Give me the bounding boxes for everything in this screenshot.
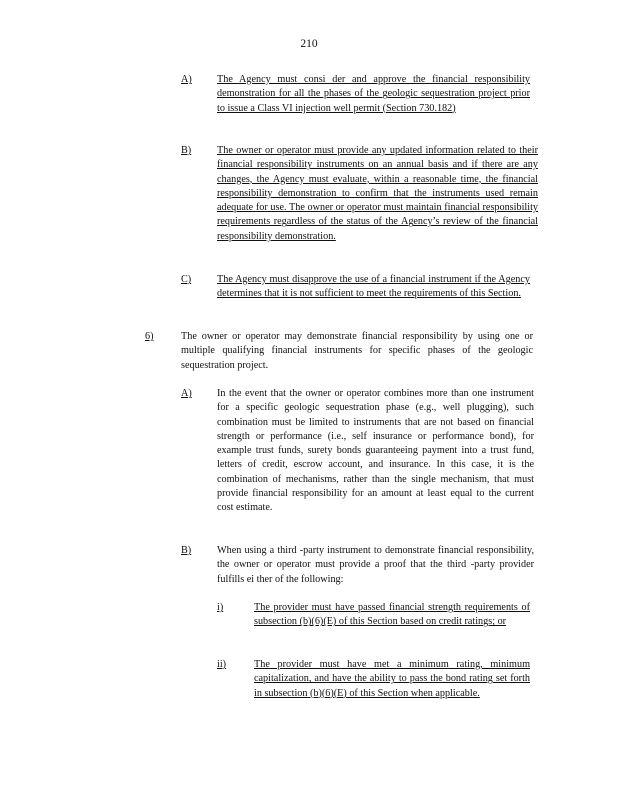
item-text: The Agency must disapprove the use of a financial instrument if the Agency determines that it is not sufficient to meet the requirements of this Section. — [217, 274, 530, 300]
item-label: B) — [181, 545, 192, 556]
item-text: The provider must have met a minimum rating, minimum capitalization, and have the ability to pass the bond rating set forth in subsection (b)(6)(E) of this Section when applicable. — [254, 659, 530, 699]
item-label: C) — [181, 274, 192, 285]
item-text: In the event that the owner or operator combines more than one instrument for a specific geologic sequestration phase (e.g., well plugging), such combination must be limited to instruments that are not based on financial strength or performance (i.e., self insurance or performance bond), for example trust funds, surety bonds guaranteeing payment into a trust fund, letters of credit, escrow account, and insurance. In this case, it is the combination of mechanisms, rather than the single mechanism, that must provide financial responsibility for an amount at least equal to the current cost estimate. — [217, 388, 534, 514]
item-label: A) — [181, 388, 192, 399]
item-label: B) — [181, 145, 192, 156]
item-text: When using a third -party instrument to demonstrate financial responsibility, the owner or operator must provide a proof that the third -party provider fulfills ei ther of the following: — [217, 545, 534, 585]
item-text: The Agency must consi der and approve the financial responsibility demonstration for all the phases of the geologic sequestration project prior to issue a Class VI injection well permit (Section 730.182) — [217, 74, 530, 114]
item-text: The owner or operator must provide any updated information related to their financial responsibility instruments on an annual basis and if there are any changes, the Agency must evaluate, within a reasonable time, the financial responsibility demonstration to confirm that the instruments used remain adequate for use. The owner or operator must maintain financial responsibility requirements regardless of the status of the Agency’s review of the financial responsibility demonstration. — [217, 145, 538, 242]
item-label: 6) — [145, 331, 154, 342]
item-label: ii) — [217, 659, 227, 670]
item-label: A) — [181, 74, 192, 85]
item-label: i) — [217, 602, 224, 613]
item-text: The owner or operator may demonstrate financial responsibility by using one or multiple qualifying financial instruments for specific phases of the geologic sequestration project. — [181, 331, 533, 371]
page-number: 210 — [300, 38, 318, 50]
item-text: The provider must have passed financial strength requirements of subsection (b)(6)(E) of this Section based on credit ratings; or — [254, 602, 530, 628]
